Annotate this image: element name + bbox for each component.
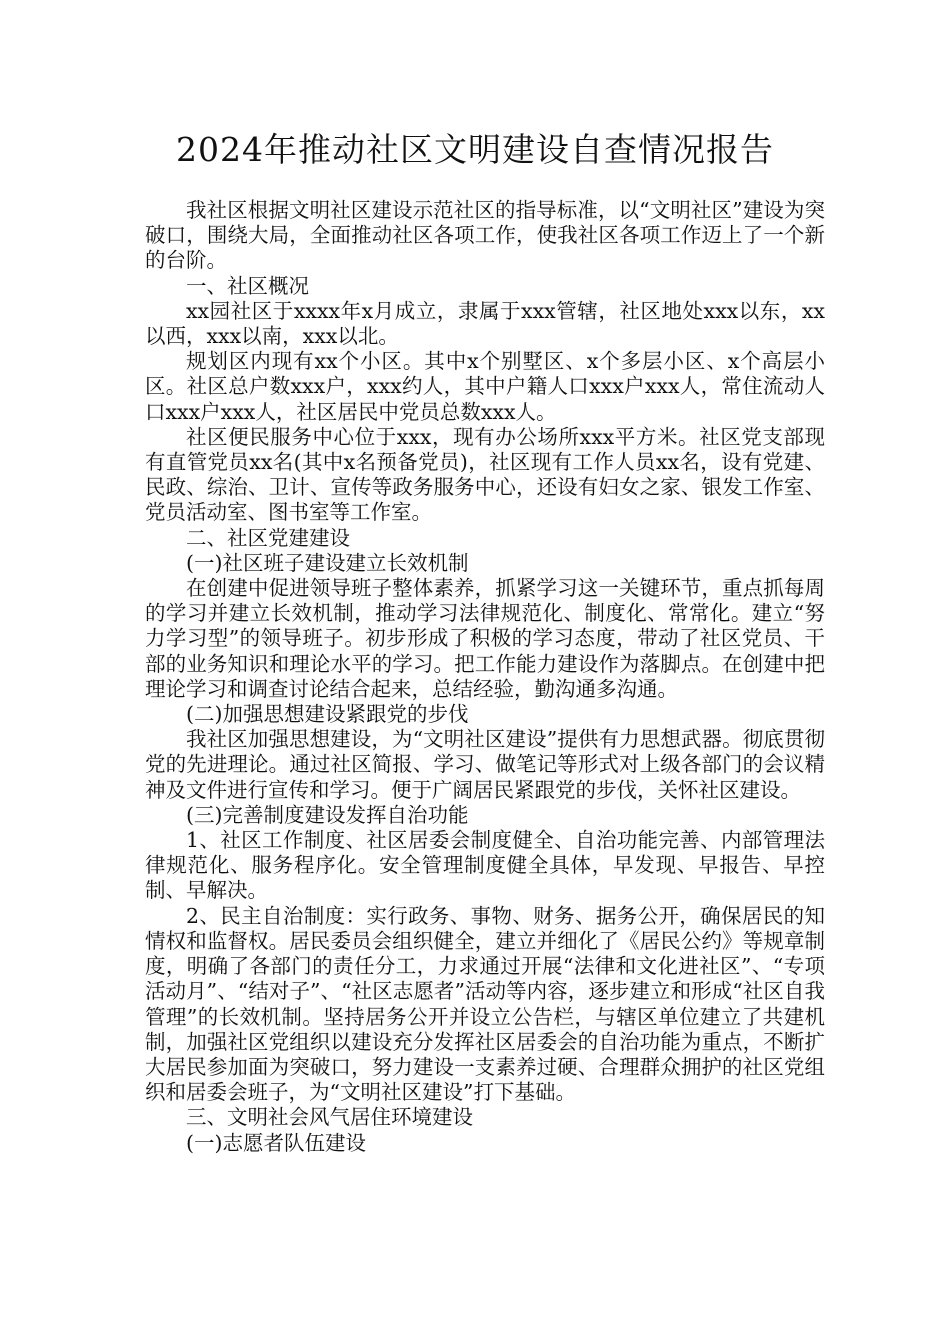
subsection-heading: (三)完善制度建设发挥自治功能 bbox=[186, 802, 469, 827]
paragraph: 2、民主自治制度：实行政务、事物、财务、据务公开，确保居民的知情权和监督权。居民委员会组织健全，建立并细化了《居民公约》等规章制度，明确了各部门的责任分工，力求通过开展“法律和文化进社区”、“专项活动月”、“结对子”、“社区志愿者”活动等内容，逐步建立和形成“社区自我管理”的长效机制。坚持居务公开并设立公告栏，与辖区单位建立了共建机制，加强社区党组织以建设充分发挥社区居委会的自治功能为重点，不断扩大居民参加面为突破口，努力建设一支素养过硬、合理群众拥护的社区党组织和居委会班子，为“文明社区建设”打下基础。 bbox=[145, 903, 825, 1105]
paragraph: 社区便民服务中心位于xxx，现有办公场所xxx平方米。社区党支部现有直管党员xx名(其中x名预备党员)，社区现有工作人员xx名，设有党建、民政、综治、卫计、宣传等政务服务中心，还设有妇女之家、银发工作室、党员活动室、图书室等工作室。 bbox=[145, 424, 825, 525]
intro-paragraph: 我社区根据文明社区建设示范社区的指导标准，以“文明社区”建设为突破口，围绕大局，全面推动社区各项工作，使我社区各项工作迈上了一个新的台阶。 bbox=[145, 198, 825, 273]
document-body bbox=[145, 198, 825, 1156]
section-heading-1: 一、社区概况 bbox=[186, 273, 309, 298]
subsection-heading: (二)加强思想建设紧跟党的步伐 bbox=[186, 702, 469, 727]
paragraph: 我社区加强思想建设，为“文明社区建设”提供有力思想武器。彻底贯彻党的先进理论。通过社区简报、学习、做笔记等形式对上级各部门的会议精神及文件进行宣传和学习。便于广阔居民紧跟党的步伐，关怀社区建设。 bbox=[145, 727, 825, 802]
document-title: 2024年推动社区文明建设自查情况报告 bbox=[176, 130, 774, 169]
subsection-heading: (一)社区班子建设建立长效机制 bbox=[186, 550, 469, 575]
paragraph: 规划区内现有xx个小区。其中x个别墅区、x个多层小区、x个高层小区。社区总户数xxx户，xxx约人，其中户籍人口xxx户xxx人，常住流动人口xxx户xxx人，社区居民中党员总数xxx人。 bbox=[145, 349, 825, 424]
section-heading-3: 三、文明社会风气居住环境建设 bbox=[186, 1105, 473, 1130]
subsection-heading: (一)志愿者队伍建设 bbox=[186, 1130, 366, 1155]
paragraph: 1、社区工作制度、社区居委会制度健全、自治功能完善、内部管理法律规范化、服务程序化。安全管理制度健全具体，早发现、早报告、早控制、早解决。 bbox=[145, 828, 825, 903]
paragraph: xx园社区于xxxx年x月成立，隶属于xxx管辖，社区地处xxx以东，xx以西，xxx以南，xxx以北。 bbox=[145, 298, 825, 349]
section-heading-2: 二、社区党建建设 bbox=[186, 525, 350, 550]
paragraph: 在创建中促进领导班子整体素养，抓紧学习这一关键环节，重点抓每周的学习并建立长效机制，推动学习法律规范化、制度化、常常化。建立“努力学习型”的领导班子。初步形成了积极的学习态度，带动了社区党员、干部的业务知识和理论水平的学习。把工作能力建设作为落脚点。在创建中把理论学习和调查讨论结合起来，总结经验，勤沟通多沟通。 bbox=[145, 576, 825, 701]
